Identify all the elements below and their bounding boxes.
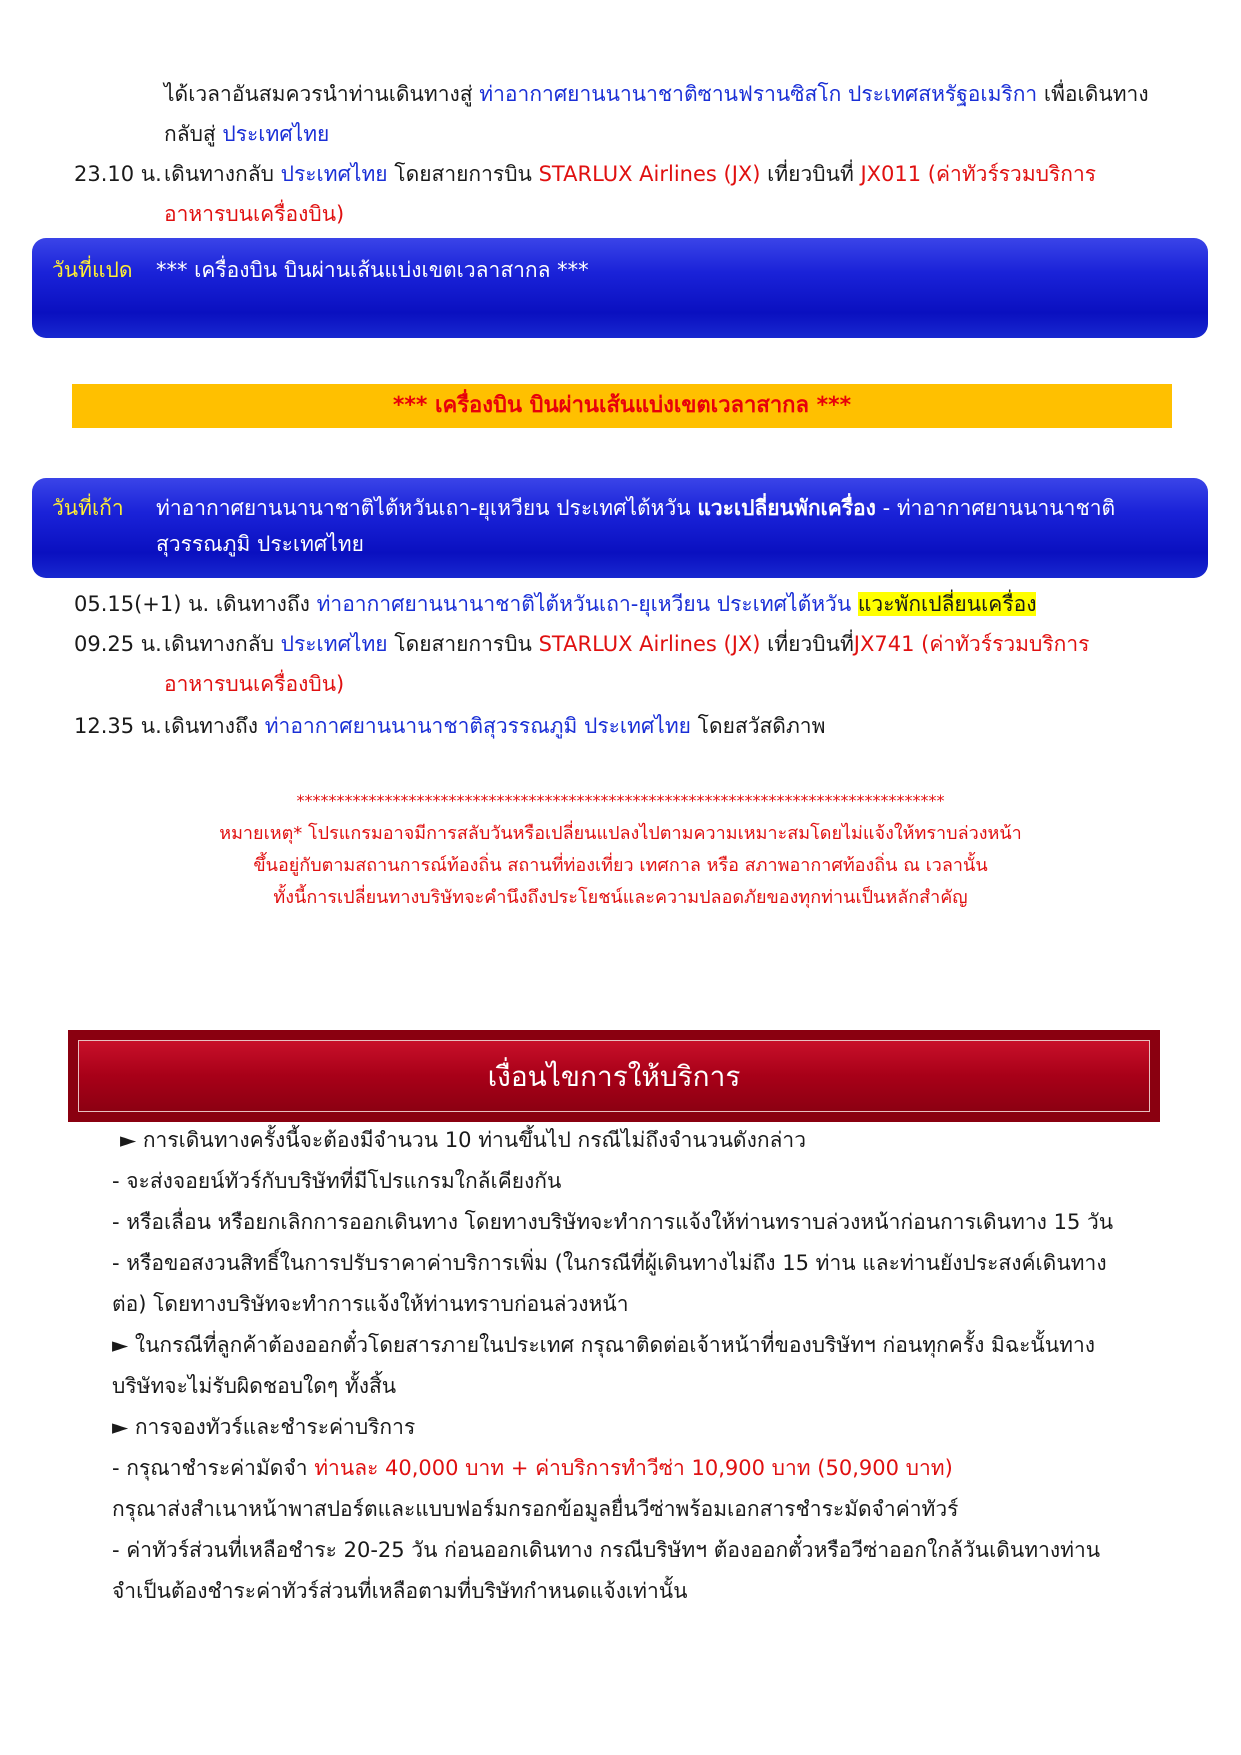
- itinerary-row: [74, 706, 162, 746]
- condition-item: ► การจองทัวร์และชำระค่าบริการ: [112, 1415, 416, 1439]
- day-title: *** เครื่องบิน บินผ่านเส้นแบ่งเขตเวลาสากล ***: [156, 258, 589, 282]
- day-title: ท่าอากาศยานนานาชาติไต้หวันเถา-ยุเหวียน ประเทศไต้หวัน แวะเปลี่ยนพักเครื่อง - ท่าอากาศยานนานาชาติ: [156, 496, 1116, 520]
- condition-item: กรุณาส่งสำเนาหน้าพาสปอร์ตและแบบฟอร์มกรอกข้อมูลยื่นวีซ่าพร้อมเอกสารชำระมัดจำค่าทัวร์: [112, 1497, 959, 1521]
- notes-separator: *********************************************************************************: [296, 791, 945, 810]
- itinerary-row: 05.15(+1) น. เดินทางถึง ท่าอากาศยานนานาชาติไต้หวันเถา-ยุเหวียน ประเทศไต้หวัน แวะพักเปลี่ยนเครื่อง: [74, 592, 1037, 616]
- note-line: หมายเหตุ* โปรแกรมอาจมีการสลับวันหรือเปลี่ยนแปลงไปตามความเหมาะสมโดยไม่แจ้งให้ทราบล่วงหน้า: [219, 823, 1022, 844]
- deposit-amount: ท่านละ 40,000 บาท + ค่าบริการทำวีซ่า 10,900 บาท (50,900 บาท): [314, 1456, 953, 1480]
- itinerary-time: 09.25 น.: [74, 632, 162, 656]
- itinerary-line: กลับสู่ ประเทศไทย: [164, 122, 330, 146]
- condition-item: ต่อ) โดยทางบริษัทจะทำการแจ้งให้ท่านทราบก่อนล่วงหน้า: [112, 1292, 629, 1316]
- condition-item: - หรือขอสงวนสิทธิ์ในการปรับราคาค่าบริการเพิ่ม (ในกรณีที่ผู้เดินทางไม่ถึง 15 ท่าน และท่านยังประสงค์เดินทาง: [112, 1251, 1107, 1275]
- itinerary-time: 12.35 น.: [74, 714, 162, 738]
- conditions-header: [68, 1030, 1160, 1122]
- itinerary-time: 23.10 น.: [74, 162, 162, 186]
- itinerary-line: อาหารบนเครื่องบิน): [164, 202, 345, 226]
- itinerary-line: อาหารบนเครื่องบิน): [164, 672, 345, 696]
- condition-item: จำเป็นต้องชำระค่าทัวร์ส่วนที่เหลือตามที่บริษัทกำหนดแจ้งเท่านั้น: [112, 1579, 688, 1603]
- day-title-cont: สุวรรณภูมิ ประเทศไทย: [156, 532, 364, 556]
- itinerary-row: [74, 624, 162, 664]
- itinerary-line: เดินทางกลับ ประเทศไทย โดยสายการบิน STARLUX Airlines (JX) เที่ยวบินที่ JX011 (ค่าทัวร์รวมบริการ: [164, 162, 1097, 186]
- note-line: ขึ้นอยู่กับตามสถานการณ์ท้องถิ่น สถานที่ท่องเที่ยว เทศกาล หรือ สภาพอากาศท้องถิ่น ณ เวลานั้น: [253, 855, 988, 876]
- condition-item: ► ในกรณีที่ลูกค้าต้องออกตั๋วโดยสารภายในประเทศ กรุณาติดต่อเจ้าหน้าที่ของบริษัทฯ ก่อนทุกครั้ง มิฉะนั้นทาง: [112, 1333, 1096, 1357]
- dateline-banner: *** เครื่องบิน บินผ่านเส้นแบ่งเขตเวลาสากล ***: [72, 384, 1172, 428]
- day-label: วันที่เก้า: [52, 496, 124, 520]
- highlight-transit: แวะพักเปลี่ยนเครื่อง: [857, 592, 1037, 616]
- itinerary-line: ได้เวลาอันสมควรนำท่านเดินทางสู่ ท่าอากาศยานนานาชาติซานฟรานซิสโก ประเทศสหรัฐอเมริกา เพื่อเดินทาง: [164, 82, 1149, 106]
- itinerary-line: เดินทางถึง ท่าอากาศยานนานาชาติสุวรรณภูมิ ประเทศไทย โดยสวัสดิภาพ: [164, 714, 826, 738]
- condition-item: - ค่าทัวร์ส่วนที่เหลือชำระ 20-25 วัน ก่อนออกเดินทาง กรณีบริษัทฯ ต้องออกตั๋วหรือวีซ่าออกใกล้วันเดินทางท่าน: [112, 1538, 1101, 1562]
- condition-item: บริษัทจะไม่รับผิดชอบใดๆ ทั้งสิ้น: [112, 1374, 397, 1398]
- day-eight-header: [32, 238, 1208, 338]
- note-line: ทั้งนี้การเปลี่ยนทางบริษัทจะคำนึงถึงประโยชน์และความปลอดภัยของทุกท่านเป็นหลักสำคัญ: [273, 887, 968, 908]
- day-nine-header: [32, 478, 1208, 578]
- itinerary-time: 05.15(+1) น.: [74, 592, 210, 616]
- condition-item: - จะส่งจอยน์ทัวร์กับบริษัทที่มีโปรแกรมใกล้เคียงกัน: [112, 1169, 562, 1193]
- condition-item: - กรุณาชำระค่ามัดจำ ท่านละ 40,000 บาท + ค่าบริการทำวีซ่า 10,900 บาท (50,900 บาท): [112, 1456, 953, 1480]
- day-label: วันที่แปด: [52, 258, 133, 282]
- conditions-title: เงื่อนไขการให้บริการ: [487, 1060, 741, 1093]
- condition-item: - หรือเลื่อน หรือยกเลิกการออกเดินทาง โดยทางบริษัทจะทำการแจ้งให้ท่านทราบล่วงหน้าก่อนการเดินทาง 15 วัน: [112, 1210, 1114, 1234]
- condition-item: ► การเดินทางครั้งนี้จะต้องมีจำนวน 10 ท่านขึ้นไป กรณีไม่ถึงจำนวนดังกล่าว: [120, 1128, 806, 1152]
- itinerary-line: เดินทางกลับ ประเทศไทย โดยสายการบิน STARLUX Airlines (JX) เที่ยวบินที่JX741 (ค่าทัวร์รวมบริการ: [164, 632, 1090, 656]
- itinerary-row: [74, 154, 162, 194]
